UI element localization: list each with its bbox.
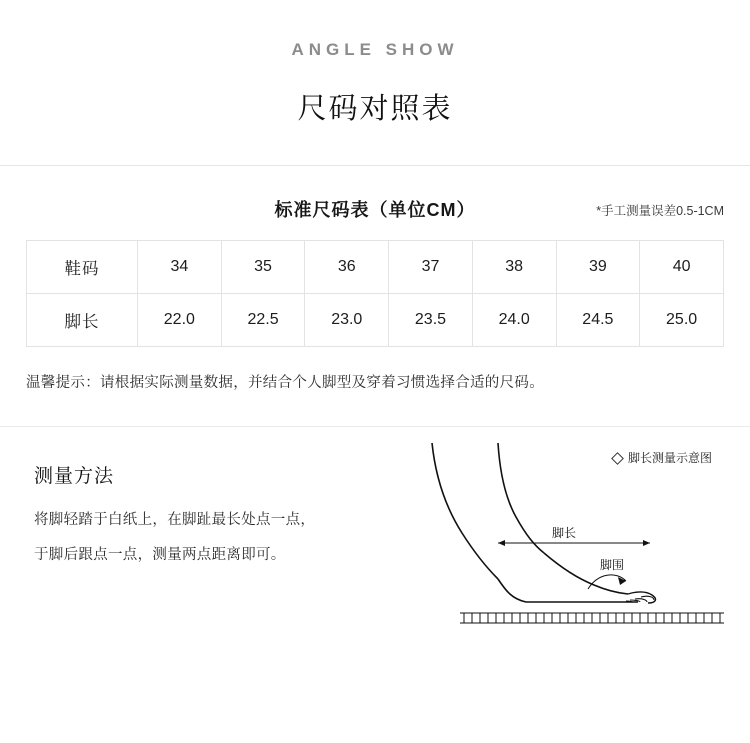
size-table-block [0,196,750,392]
size-table-header [26,196,724,226]
foot-length-38: 24.0 [472,294,556,347]
foot-measure-diagram [402,441,732,656]
diagram-legend-label [613,449,712,466]
measurement-step-2: 于脚后跟点一点，测量两点距离即可。 [34,547,286,563]
foot-length-35: 22.5 [221,294,305,347]
table-row [27,294,724,347]
brand-name: ANGLE SHOW [291,40,459,59]
shoe-size-37: 37 [389,241,473,294]
foot-girth-label: 脚围 [600,558,625,572]
leg-front-outline [498,443,544,553]
shoe-size-40: 40 [640,241,724,294]
shoe-size-35: 35 [221,241,305,294]
foot-outline-svg [402,441,732,656]
foot-length-39: 24.5 [556,294,640,347]
foot-length-37: 23.5 [389,294,473,347]
shoe-size-34: 34 [138,241,222,294]
size-selection-tip: 温馨提示：请根据实际测量数据，并结合个人脚型及穿着习惯选择合适的尺码。 [26,375,544,391]
ruler-ticks [464,613,720,623]
measurement-method-section [0,427,750,677]
length-arrow-left-icon [498,540,505,546]
measurement-step-1: 将脚轻踏于白纸上，在脚趾最长处点一点， [34,512,316,528]
leg-back-outline [432,443,498,579]
measurement-method-title: 测量方法 [34,466,115,487]
shoe-size-39: 39 [556,241,640,294]
length-arrow-right-icon [643,540,650,546]
size-table [26,240,724,347]
header-divider [0,165,750,166]
foot-length-36: 23.0 [305,294,389,347]
foot-length-label: 脚长 [552,526,577,540]
page-title: 尺码对照表 [297,93,453,125]
row-label-shoe-size: 鞋码 [27,241,138,294]
size-table-title: 标准尺码表（单位CM） [274,200,476,220]
table-row [27,241,724,294]
measurement-tolerance-note: *手工测量误差0.5-1CM [596,204,724,218]
sole-outline [498,579,638,602]
shoe-size-38: 38 [472,241,556,294]
diamond-bullet-icon [611,452,624,465]
diagram-legend-text: 脚长测量示意图 [627,451,712,465]
page-header [0,0,750,127]
shoe-size-36: 36 [305,241,389,294]
row-label-foot-length: 脚长 [27,294,138,347]
foot-length-34: 22.0 [138,294,222,347]
foot-length-40: 25.0 [640,294,724,347]
